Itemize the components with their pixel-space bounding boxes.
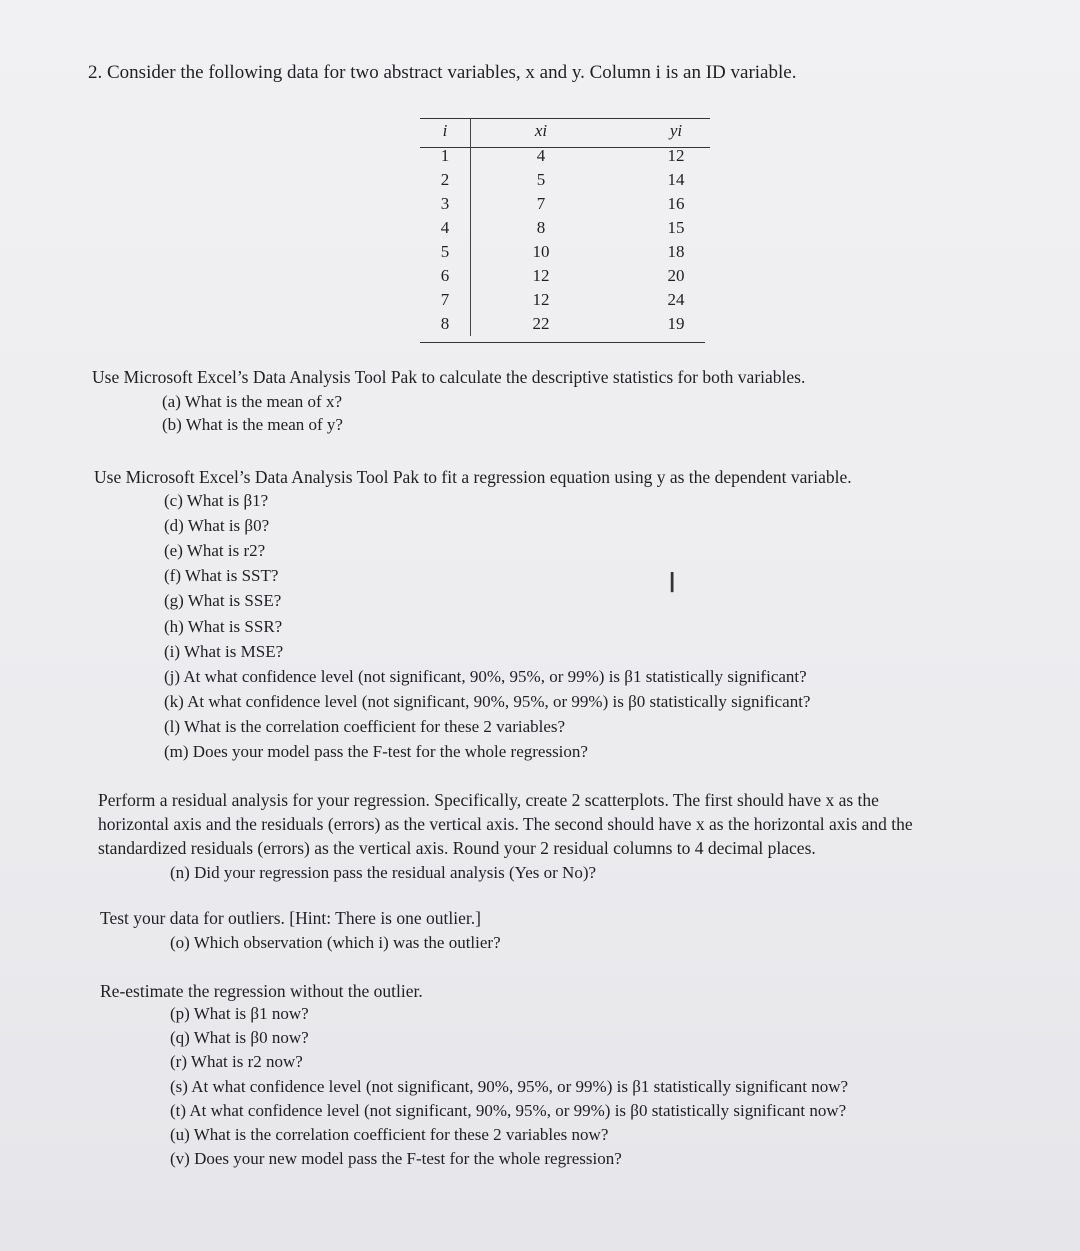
cell-y: 20 [667,266,685,285]
cell-x: 22 [532,314,550,333]
cell-x: 12 [532,290,550,309]
section2-question-3: (f) What is SST? [164,566,279,586]
cell-y: 12 [667,146,685,165]
table-row [420,264,741,288]
section5-question-6: (v) Does your new model pass the F-test for the whole regression? [170,1149,622,1169]
section2-question-6: (i) What is MSE? [164,641,284,661]
cell-i: 8 [420,312,471,336]
cell-x: 8 [536,218,546,237]
section2-question-0: (c) What is β1? [164,491,269,510]
cell-y: 15 [667,218,685,237]
cell-y: 14 [667,170,685,189]
table-row [420,288,741,312]
cell-x: 4 [536,146,546,165]
problem-intro: 2. Consider the following data for two abstract variables, x and y. Column i is an ID variable. [88,62,797,83]
cell-i: 2 [420,168,471,192]
section2-question-4: (g) What is SSE? [164,591,282,611]
section3-line-0: Perform a residual analysis for your regression. Specifically, create 2 scatterplots. The first should have x as the [98,790,879,810]
section2-question-10: (m) Does your model pass the F-test for the whole regression? [164,742,588,761]
cell-x: 12 [532,266,550,285]
cell-x: 7 [536,194,546,213]
section3-line-2: standardized residuals (errors) as the vertical axis. Round your 2 residual columns to 4 decimal places. [98,838,816,858]
cell-i: 6 [420,264,471,288]
section5-question-2: (r) What is r2 now? [170,1052,303,1072]
cell-i: 1 [420,144,471,168]
header-x: xi [534,121,548,140]
question-b: (b) What is the mean of y? [162,415,343,434]
header-y: yi [669,121,683,140]
section2-question-2: (e) What is r2? [164,541,266,561]
text-cursor-icon: I [668,566,677,599]
section5-question-4: (t) At what confidence level (not significant, 90%, 95%, or 99%) is β0 statistically significant now? [170,1100,847,1120]
table-row [420,192,741,216]
section5-question-5: (u) What is the correlation coefficient for these 2 variables now? [170,1125,609,1144]
cell-x: 5 [536,170,546,189]
cell-i: 5 [420,240,471,264]
cell-x: 10 [532,242,550,261]
table-row [420,240,741,264]
cell-i: 4 [420,216,471,240]
question-a: (a) What is the mean of x? [162,392,343,411]
section1-instruction: Use Microsoft Excel’s Data Analysis Tool Pak to calculate the descriptive statistics for both variables. [92,367,806,387]
section5-question-3: (s) At what confidence level (not significant, 90%, 95%, or 99%) is β1 statistically significant now? [170,1076,849,1096]
cell-i: 7 [420,288,471,312]
table-row [420,144,741,168]
question-n: (n) Did your regression pass the residual analysis (Yes or No)? [170,863,597,882]
data-table [420,118,742,336]
table-bottom-rule [420,342,705,343]
table-row [420,168,741,192]
cell-y: 18 [667,242,685,261]
cell-i: 3 [420,192,471,216]
section2-question-1: (d) What is β0? [164,516,270,536]
section2-instruction: Use Microsoft Excel’s Data Analysis Tool Pak to fit a regression equation using y as the dependent variable. [94,467,852,487]
table-row [420,312,741,336]
question-o: (o) Which observation (which i) was the outlier? [170,933,501,952]
section3-line-1: horizontal axis and the residuals (errors) as the vertical axis. The second should have x as the horizontal axis and the [98,814,913,834]
cell-y: 16 [667,194,685,213]
cell-y: 24 [667,290,685,309]
section5-question-1: (q) What is β0 now? [170,1028,309,1048]
section2-question-7: (j) At what confidence level (not significant, 90%, 95%, or 99%) is β1 statistically significant? [164,666,807,686]
section4-instruction: Test your data for outliers. [Hint: There is one outlier.] [100,908,481,928]
section2-question-9: (l) What is the correlation coefficient for these 2 variables? [164,716,566,736]
table-header-row [420,118,741,144]
section2-question-5: (h) What is SSR? [164,616,283,636]
table-row [420,216,741,240]
header-i: i [420,118,471,144]
section5-question-0: (p) What is β1 now? [170,1004,309,1023]
section5-instruction: Re-estimate the regression without the outlier. [100,981,423,1001]
cell-y: 19 [667,314,685,333]
section2-question-8: (k) At what confidence level (not significant, 90%, 95%, or 99%) is β0 statistically significant? [164,691,811,711]
